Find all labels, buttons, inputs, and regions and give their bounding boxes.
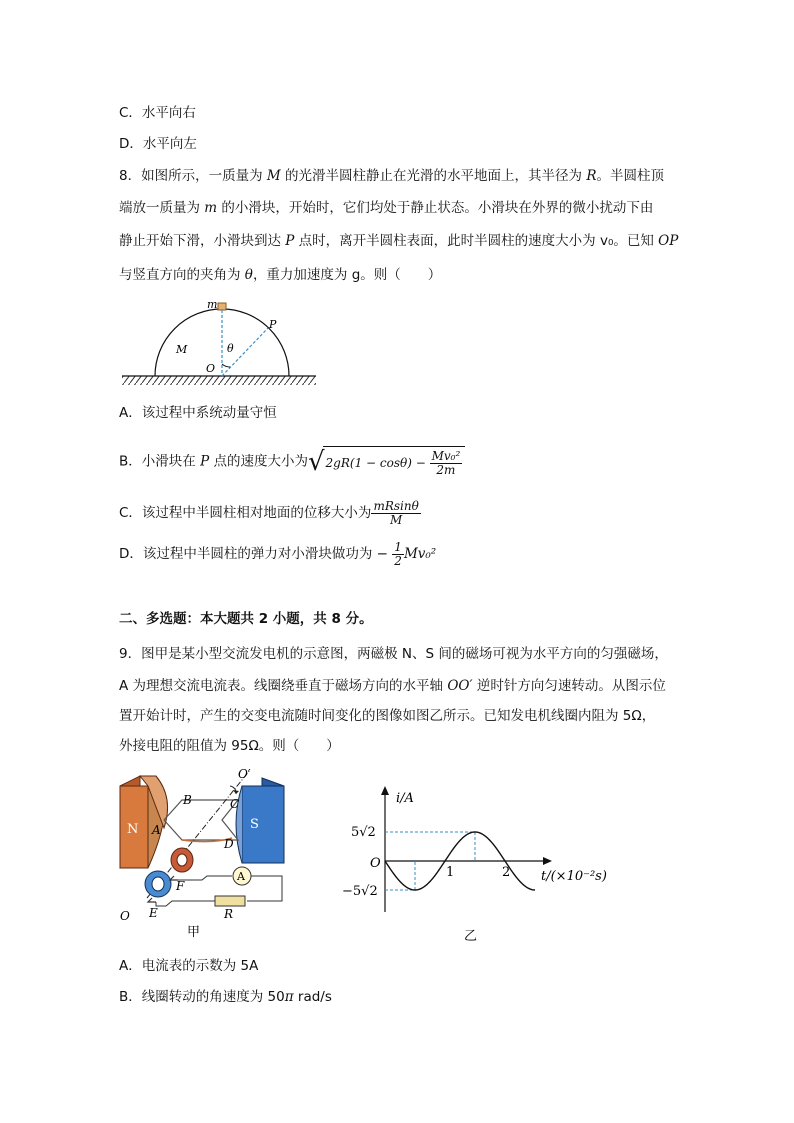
numerator: Mv₀² [431, 449, 461, 463]
var-M: M [266, 168, 281, 184]
label-A: A [152, 823, 161, 837]
text: 静止开始下滑，小滑块到达 [119, 233, 286, 249]
text: 点时，离开半圆柱表面，此时半圆柱的速度大小为 v₀。已知 [294, 233, 659, 249]
text: 逆时针方向匀速转动。从图示位 [472, 678, 666, 694]
generator-figure [112, 768, 312, 943]
y-axis-label: i/A [396, 791, 414, 806]
numerator: 1 [394, 539, 402, 554]
sqrt-body [323, 446, 466, 477]
text: A 为理想交流电流表。线圈绕垂直于磁场方向的水平轴 [119, 678, 448, 694]
q8-stem-line1 [119, 166, 664, 186]
label-Oprime: O′ [238, 768, 251, 781]
rotation-arrowhead [233, 790, 239, 794]
text: 的光滑半圆柱静止在光滑的水平地面上，其半径为 [280, 168, 587, 184]
section-heading: 二、多选题：本大题共 2 小题，共 8 分。 [119, 611, 373, 627]
var-m: m [204, 200, 218, 216]
q8-option-b [119, 446, 465, 477]
q7-option-c: C．水平向右 [119, 105, 196, 121]
coil [164, 800, 238, 840]
current-time-chart [330, 782, 620, 944]
caption-yi: 乙 [464, 929, 478, 944]
axis-label: OO′ [447, 678, 473, 694]
slider-block [218, 303, 226, 310]
wire-right [247, 876, 282, 901]
q8-stem-line2 [119, 198, 653, 218]
wire-e [156, 901, 215, 906]
fraction [371, 500, 420, 527]
q9-option-b [119, 987, 332, 1007]
text: 。半圆柱顶 [596, 168, 664, 184]
var-OP: OP [658, 233, 679, 249]
x-axis-label: t/(×10⁻²s) [541, 869, 607, 884]
x-tick-label-1: 1 [446, 865, 455, 880]
denominator: 2m [436, 463, 456, 477]
label-E: E [149, 906, 158, 920]
x-tick-label-2: 2 [502, 865, 511, 880]
q8-half-cylinder-figure [118, 295, 318, 390]
tail: Mv₀² [403, 546, 437, 562]
var-R: R [586, 168, 597, 184]
label-P: P [269, 318, 277, 331]
label-F: F [176, 879, 185, 893]
label-R: R [224, 907, 234, 921]
sqrt-sign: √ [307, 446, 325, 477]
text: ，重力加速度为 g。则（ ） [252, 267, 442, 283]
text: 的小滑块，开始时，它们均处于静止状态。小滑块在外界的微小扰动下由 [217, 200, 654, 216]
label-M: M [176, 343, 188, 356]
numerator: mRsinθ [373, 498, 419, 513]
label-B: B [183, 793, 192, 807]
y-tick-label-positive: 5√2 [351, 825, 376, 840]
y-axis-arrow [381, 786, 389, 795]
origin-label: O [370, 856, 381, 871]
q8-option-d [119, 540, 436, 568]
text: 端放一质量为 [119, 200, 205, 216]
label-O: O [206, 362, 216, 375]
label-S: S [250, 817, 259, 832]
label-m: m [207, 298, 218, 311]
slip-ring-e-hole [152, 877, 164, 891]
q8-option-a: A．该过程中系统动量守恒 [119, 405, 277, 421]
denominator: 2 [394, 553, 402, 568]
radicand: 2gR(1 − cosθ) − [325, 456, 430, 470]
q7-option-d: D．水平向左 [119, 136, 197, 152]
text: B．线圈转动的角速度为 50 [119, 989, 285, 1005]
theta-arc [222, 364, 230, 367]
text: C．该过程中半圆柱相对地面的位移大小为 [119, 505, 372, 521]
fraction [430, 450, 463, 477]
label-D: D [224, 837, 234, 851]
pi-symbol: π [284, 989, 294, 1005]
slip-ring-f-hole [177, 854, 187, 866]
label-N: N [127, 822, 139, 837]
q9-stem-line2 [119, 676, 666, 696]
q9-stem-line3: 置开始计时，产生的交变电流随时间变化的图像如图乙所示。已知发电机线圈内阻为 5Ω， [119, 708, 656, 724]
q9-stem-line1: 9．图甲是某小型交流发电机的示意图，两磁极 N、S 间的磁场可视为水平方向的匀强磁场， [119, 646, 668, 662]
text: 与竖直方向的夹角为 [119, 267, 245, 283]
brush-e [148, 898, 156, 902]
var-theta: θ [244, 267, 253, 283]
var-P: P [200, 453, 210, 470]
denominator: M [389, 512, 403, 527]
q8-option-c [119, 499, 421, 527]
var-P: P [285, 233, 295, 249]
resistor [215, 896, 245, 906]
x-axis-arrow [543, 857, 552, 865]
q9-option-a: A．电流表的示数为 5A [119, 958, 259, 974]
text: B．小滑块在 [119, 453, 201, 470]
label-C: C [230, 797, 240, 811]
text: D．该过程中半圆柱的弹力对小滑块做功为 − [119, 546, 393, 562]
q9-stem-line4: 外接电阻的阻值为 95Ω。则（ ） [119, 738, 340, 754]
q8-stem-line4 [119, 265, 441, 285]
fraction [392, 541, 404, 568]
text: rad/s [293, 989, 332, 1005]
caption-jia: 甲 [187, 925, 201, 940]
wire-f [178, 876, 232, 880]
text: 点的速度大小为 [209, 453, 308, 470]
y-tick-label-negative: −5√2 [342, 884, 378, 899]
ground-hatch [122, 376, 316, 385]
q8-stem-line3 [119, 231, 678, 251]
magnet-s [242, 786, 284, 863]
ammeter-label: A [237, 870, 245, 883]
label-theta: θ [227, 342, 234, 355]
label-O: O [120, 909, 130, 923]
text: 8．如图所示，一质量为 [119, 168, 267, 184]
